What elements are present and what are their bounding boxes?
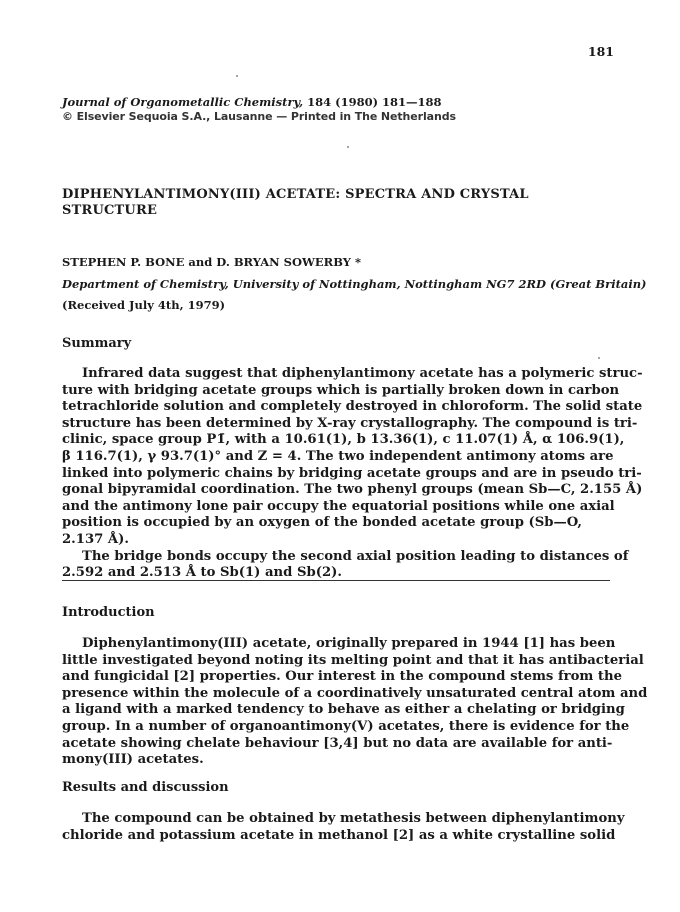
authors: STEPHEN P. BONE and D. BRYAN SOWERBY * (62, 255, 361, 269)
text-line: β 116.7(1), γ 93.7(1)° and Z = 4. The two independent antimony atoms are (62, 448, 614, 464)
text-line: little investigated beyond noting its melting point and that it has antibacterial (62, 652, 644, 668)
text-line: tetrachloride solution and completely destroyed in chloroform. The solid state (62, 399, 643, 415)
text-line: clinic, space group P1̄, with a 10.61(1), b 13.36(1), c 11.07(1) Å, α 106.9(1), (62, 432, 625, 448)
text-line: Infrared data suggest that diphenylantimony acetate has a polymeric struc- (82, 366, 643, 381)
results-heading: Results and discussion (62, 780, 229, 795)
section-divider (62, 580, 610, 581)
scan-speck (236, 75, 238, 77)
text-line: and fungicidal [2] properties. Our interest in the compound stems from the (62, 669, 622, 685)
text-line: gonal bipyramidal coordination. The two phenyl groups (mean Sb—C, 2.155 Å) (62, 482, 643, 498)
copyright-line: © Elsevier Sequoia S.A., Lausanne — Printed in The Netherlands (62, 110, 456, 123)
summary-heading: Summary (62, 336, 132, 351)
text-line: 2.592 and 2.513 Å to Sb(1) and Sb(2). (62, 565, 342, 581)
scan-speck (598, 357, 600, 359)
text-line: position is occupied by an oxygen of the bonded acetate group (Sb—O, (62, 515, 583, 531)
summary-paragraph (62, 366, 643, 582)
text-line: structure has been determined by X-ray crystallography. The compound is tri- (62, 415, 638, 431)
introduction-paragraph (62, 636, 648, 769)
text-line: 2.137 Å). (62, 531, 129, 547)
text-line: a ligand with a marked tendency to behave as either a chelating or bridging (62, 702, 625, 718)
results-paragraph (62, 811, 625, 844)
journal-citation (62, 95, 442, 110)
text-line: The bridge bonds occupy the second axial position leading to distances of (82, 548, 629, 564)
journal-name: Journal of Organometallic Chemistry, (62, 95, 304, 109)
title-line: STRUCTURE (62, 203, 158, 218)
text-line: Diphenylantimony(III) acetate, originally prepared in 1944 [1] has been (82, 636, 616, 651)
text-line: mony(III) acetates. (62, 752, 204, 768)
text-line: chloride and potassium acetate in methanol [2] as a white crystalline solid (62, 827, 616, 843)
text-line: presence within the molecule of a coordinatively unsaturated central atom and (62, 685, 648, 701)
title-line: DIPHENYLANTIMONY(III) ACETATE: SPECTRA AND CRYSTAL (62, 187, 529, 202)
scan-speck (347, 146, 349, 148)
page-number: 181 (587, 44, 614, 59)
text-line: acetate showing chelate behaviour [3,4] but no data are available for anti- (62, 735, 613, 751)
article-title (62, 187, 622, 219)
journal-volume-pages: 184 (1980) 181—188 (303, 95, 442, 109)
text-line: group. In a number of organoantimony(V) acetates, there is evidence for the (62, 718, 630, 734)
text-line: The compound can be obtained by metathesis between diphenylantimony (82, 811, 625, 826)
introduction-heading: Introduction (62, 605, 155, 620)
text-line: and the antimony lone pair occupy the equatorial positions while one axial (62, 498, 615, 514)
text-line: ture with bridging acetate groups which is partially broken down in carbon (62, 382, 620, 398)
received-date: (Received July 4th, 1979) (62, 298, 226, 312)
affiliation: Department of Chemistry, University of Nottingham, Nottingham NG7 2RD (Great Britain) (62, 277, 647, 291)
text-line: linked into polymeric chains by bridging acetate groups and are in pseudo tri- (62, 465, 642, 481)
